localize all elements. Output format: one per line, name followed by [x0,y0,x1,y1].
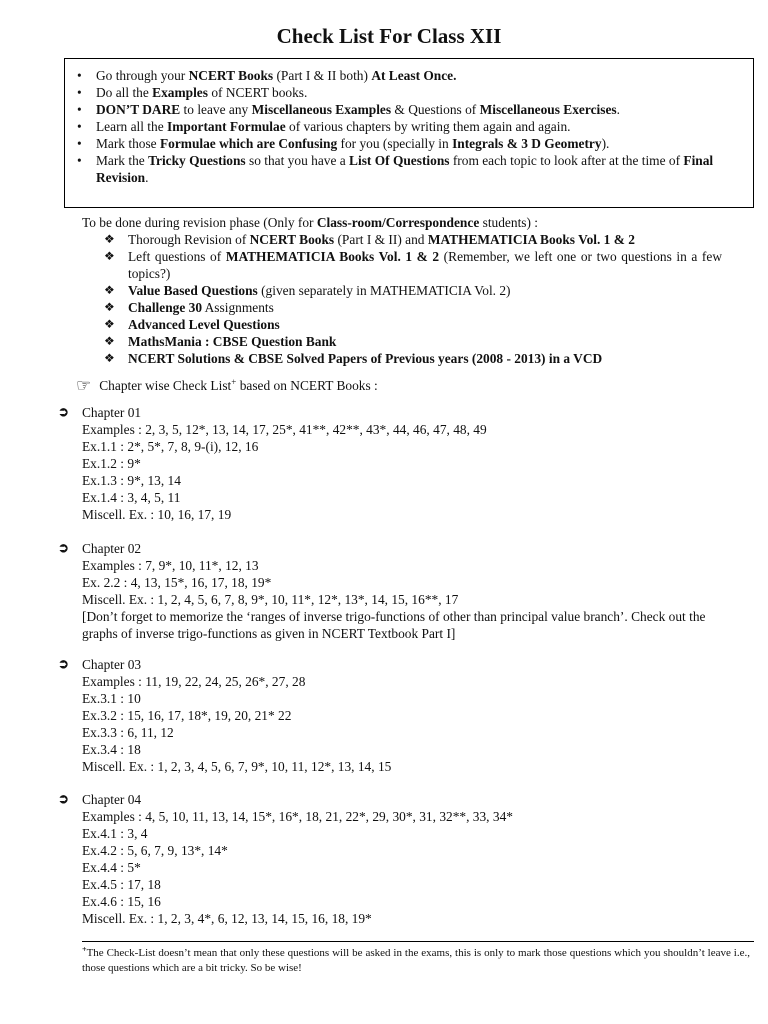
bold-text: At Least Once. [371,68,457,83]
bold-text: MathsMania : CBSE Question Bank [128,334,337,349]
text-run: Left questions of [128,249,226,264]
diamond-bullet-icon: ❖ [104,317,115,331]
bullet-icon: • [77,102,82,117]
revision-item [82,248,722,282]
text-run: To be done during revision phase (Only for [82,215,317,230]
chapter-title: Chapter 04 [82,792,142,807]
bold-text: Advanced Level Questions [128,317,280,332]
chapter-heading [58,540,738,557]
text-run: (Part I & II) and [334,232,428,247]
chapter-line: Examples : 2, 3, 5, 12*, 13, 14, 17, 25*, 41**, 42**, 43*, 44, 46, 47, 48, 49 [82,422,487,437]
bullet-icon: • [77,68,82,83]
chapter-line: Ex.4.4 : 5* [82,860,141,875]
bold-text: Formulae which are Confusing [159,136,338,151]
chapter-line: Examples : 7, 9*, 10, 11*, 12, 13 [82,558,259,573]
revision-item [82,231,722,248]
text-run: Mark the [96,153,149,168]
bold-text: Examples [152,85,208,100]
chapter-line: Ex.1.1 : 2*, 5*, 7, 8, 9-(i), 12, 16 [82,439,259,454]
chapter-heading [58,404,738,421]
bold-text: MATHEMATICIA Books Vol. 1 & 2 [427,232,635,247]
bold-text: Challenge 30 [128,300,203,315]
text-run: Learn all the [96,119,168,134]
bullet-icon: • [77,119,82,134]
text-run: so that you have a [245,153,350,168]
text-run: of various chapters by writing them again and again. [285,119,571,134]
revision-section [82,214,722,367]
revision-item [82,282,722,299]
checklist-item [77,118,743,135]
chapter-line: Miscell. Ex. : 10, 16, 17, 19 [82,507,232,522]
chapter-line: Ex.4.1 : 3, 4 [82,826,148,841]
chapter-line: Miscell. Ex. : 1, 2, 3, 4, 5, 6, 7, 9*, 10, 11, 12*, 13, 14, 15 [82,759,392,774]
arrow-bullet-icon: ➲ [58,656,69,671]
bold-text: Class-room/Correspondence [316,215,480,230]
bold-text: NCERT Books [249,232,335,247]
chapter-intro-text: Chapter wise Check List [99,378,232,393]
chapter-heading [58,656,738,673]
text-run: students) : [479,215,539,230]
chapter-line: Ex.3.4 : 18 [82,742,141,757]
chapter-line: Miscell. Ex. : 1, 2, 3, 4*, 6, 12, 13, 14, 15, 16, 18, 19* [82,911,372,926]
arrow-bullet-icon: ➲ [58,540,69,555]
chapter-block-02 [58,540,738,642]
chapter-title: Chapter 03 [82,657,142,672]
diamond-bullet-icon: ❖ [104,351,115,365]
revision-item [82,350,722,367]
checklist-item [77,84,743,101]
diamond-bullet-icon: ❖ [104,283,115,297]
chapter-line: Ex.1.4 : 3, 4, 5, 11 [82,490,181,505]
text-run: Do all the [96,85,153,100]
chapter-line: Miscell. Ex. : 1, 2, 4, 5, 6, 7, 8, 9*, 10, 11*, 12*, 13*, 14, 15, 16**, 17 [82,592,459,607]
chapter-intro-text-after: based on NCERT Books : [236,378,378,393]
text-run: (Remember, we left one or two questions in a few topics?) [128,249,723,281]
chapter-line: Ex.3.2 : 15, 16, 17, 18*, 19, 20, 21* 22 [82,708,292,723]
arrow-bullet-icon: ➲ [58,791,69,806]
bold-text: Miscellaneous Exercises [479,102,617,117]
chapter-line: Ex.1.3 : 9*, 13, 14 [82,473,181,488]
bold-text: NCERT Solutions & CBSE Solved Papers of Previous years (2008 - 2013) in a VCD [128,351,603,366]
chapter-line: Ex.4.2 : 5, 6, 7, 9, 13*, 14* [82,843,228,858]
diamond-bullet-icon: ❖ [104,232,115,246]
chapter-line: Ex.3.3 : 6, 11, 12 [82,725,174,740]
footnote-divider [82,941,754,942]
chapter-line: Ex.1.2 : 9* [82,456,141,471]
arrow-bullet-icon: ➲ [58,404,69,419]
text-run: Thorough Revision of [128,232,250,247]
text-run: & Questions of [391,102,480,117]
bold-text: Important Formulae [167,119,286,134]
checklist-box [64,58,754,208]
checklist-list [77,67,743,186]
checklist-item [77,101,743,118]
chapter-line: Examples : 11, 19, 22, 24, 25, 26*, 27, 28 [82,674,306,689]
text-run: to leave any [180,102,252,117]
footnote [82,946,750,976]
text-run: for you (specially in [337,136,453,151]
chapter-note: [Don’t forget to memorize the ‘ranges of inverse trigo-functions of other than principal value branch’. Check out the graphs of inverse trigo-functions as given in NCERT Textbook Part I] [82,609,706,641]
diamond-bullet-icon: ❖ [104,334,115,348]
chapter-line: Ex.4.6 : 15, 16 [82,894,161,909]
bold-text: MATHEMATICIA Books Vol. 1 & 2 [225,249,440,264]
checklist-item [77,135,743,152]
bullet-icon: • [77,136,82,151]
bold-text: Value Based Questions [128,283,258,298]
chapter-block-04 [58,791,738,927]
revision-intro [82,214,722,231]
text-run: (given separately in MATHEMATICIA Vol. 2) [257,283,511,298]
bullet-icon: • [77,153,82,168]
text-run: ). [601,136,610,151]
revision-item [82,333,722,350]
text-run: from each topic to look after at the time of [449,153,684,168]
footnote-marker: + [82,945,87,954]
bold-text: Final Revision [96,153,714,185]
bold-text: Tricky Questions [148,153,246,168]
chapter-heading [58,791,738,808]
chapter-line: Ex. 2.2 : 4, 13, 15*, 16, 17, 18, 19* [82,575,272,590]
bold-text: Integrals & 3 D Geometry [452,136,602,151]
chapter-line: Ex.3.1 : 10 [82,691,141,706]
text-run: . [145,170,149,185]
text-run: Go through your [96,68,189,83]
diamond-bullet-icon: ❖ [104,300,115,314]
chapter-block-01 [58,404,738,523]
text-run: of NCERT books. [207,85,308,100]
bold-text: List Of Questions [349,153,450,168]
checklist-item [77,152,743,186]
chapter-intro-sup: + [231,377,237,387]
chapter-title: Chapter 01 [82,405,142,420]
footnote-text: The Check-List doesn’t mean that only these questions will be asked in the exams, this is only to mark those questions which you shouldn’t leave i.e., those questions which are a bit tricky. So be wise! [82,947,750,974]
diamond-bullet-icon: ❖ [104,249,115,263]
text-run: (Part I & II both) [273,68,372,83]
page-title: Check List For Class XII [276,24,502,48]
chapter-wise-heading [76,377,378,394]
revision-item [82,316,722,333]
text-run: Mark those [96,136,160,151]
bold-text: NCERT Books [188,68,274,83]
bold-text: DON’T DARE [96,102,181,117]
chapter-line: Ex.4.5 : 17, 18 [82,877,161,892]
chapter-block-03 [58,656,738,775]
text-run: . [616,102,620,117]
revision-list [82,231,722,367]
bold-text: Miscellaneous Examples [251,102,392,117]
checklist-item [77,67,743,84]
chapter-title: Chapter 02 [82,541,142,556]
chapter-line: Examples : 4, 5, 10, 11, 13, 14, 15*, 16*, 18, 21, 22*, 29, 30*, 31, 32**, 33, 34* [82,809,513,824]
revision-item [82,299,722,316]
pointing-hand-icon: ☞ [76,376,92,395]
text-run: Assignments [202,300,274,315]
bullet-icon: • [77,85,82,100]
